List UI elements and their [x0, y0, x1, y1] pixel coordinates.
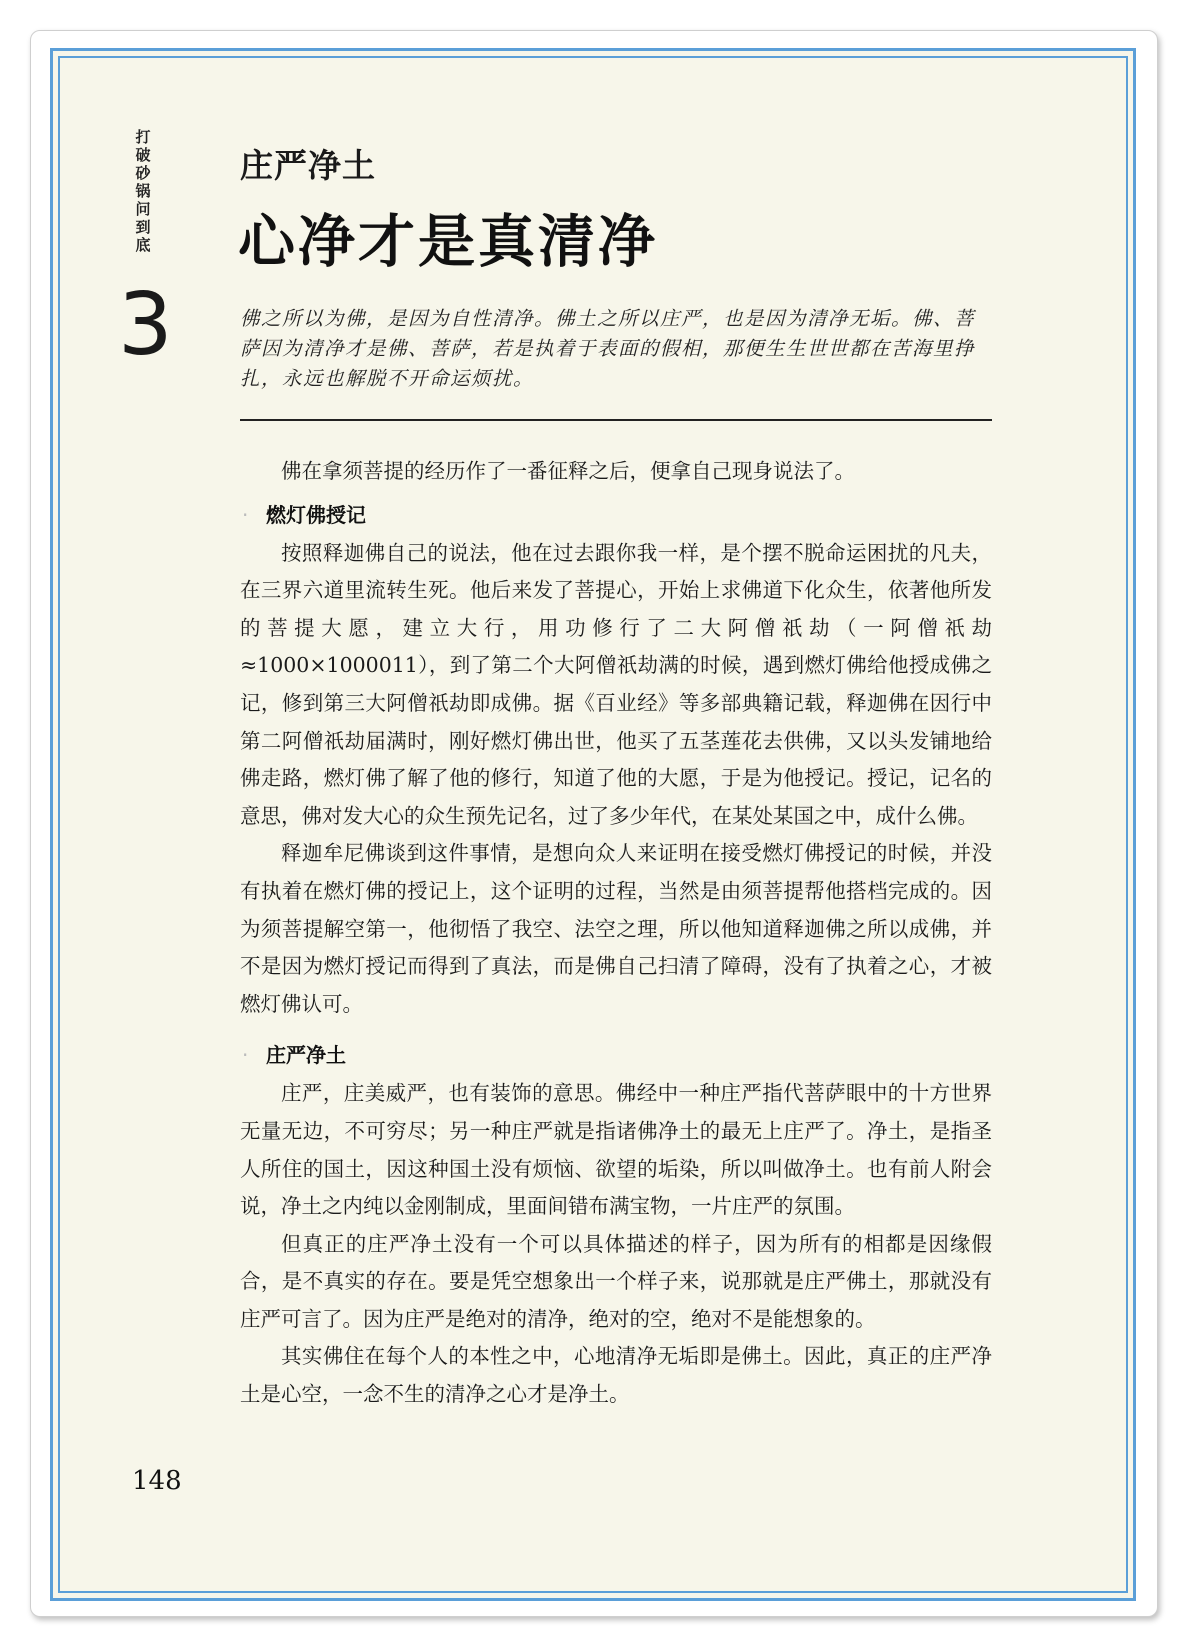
page-number: 148 — [132, 1466, 182, 1496]
section-kicker: 庄严净土 — [240, 146, 376, 185]
divider-rule — [240, 419, 992, 421]
intro-summary: 佛之所以为佛，是因为自性清净。佛土之所以庄严，也是因为清净无垢。佛、菩萨因为清净才是佛、菩萨，若是执着于表面的假相，那便生生世世都在苦海里挣扎，永远也解脱不开命运烦扰。 — [240, 307, 976, 390]
bullet-mark-icon: · — [242, 1043, 249, 1068]
bullet-mark-icon: · — [242, 502, 249, 527]
chapter-number: 3 — [118, 275, 173, 375]
body-paragraph: 释迦牟尼佛谈到这件事情，是想向众人来证明在接受燃灯佛授记的时候，并没有执着在燃灯佛的授记上，这个证明的过程，当然是由须菩提帮他搭档完成的。因为须菩提解空第一，他彻悟了我空、法空之理，所以他知道释迦佛之所以成佛，并不是因为燃灯授记而得到了真法，而是佛自己扫清了障碍，没有了执着之心，才被燃灯佛认可。 — [240, 841, 992, 1016]
page-title: 心净才是真清净 — [238, 209, 658, 275]
subheading-zhuangyan — [240, 1037, 992, 1073]
running-side-title: 打破砂锅问到底 — [135, 128, 151, 254]
subheading-text: 燃灯佛授记 — [266, 502, 366, 527]
lead-paragraph: 佛在拿须菩提的经历作了一番征释之后，便拿自己现身说法了。 — [281, 459, 855, 483]
body-paragraph: 其实佛住在每个人的本性之中，心地清净无垢即是佛土。因此，真正的庄严净土是心空，一念不生的清净之心才是净土。 — [240, 1344, 992, 1407]
body-paragraph: 但真正的庄严净土没有一个可以具体描述的样子，因为所有的相都是因缘假合，是不真实的存在。要是凭空想象出一个样子来，说那就是庄严佛土，那就没有庄严可言了。因为庄严是绝对的清净，绝对的空，绝对不是能想象的。 — [240, 1231, 992, 1331]
subheading-ranteng — [240, 497, 992, 533]
body-paragraph: 按照释迦佛自己的说法，他在过去跟你我一样，是个摆不脱命运困扰的凡夫，在三界六道里流转生死。他后来发了菩提心，开始上求佛道下化众生，依著他所发的菩提大愿，建立大行，用功修行了二大阿僧祇劫（一阿僧祇劫≈1000×1000011），到了第二个大阿僧祇劫满的时候，遇到燃灯佛给他授成佛之记，修到第三大阿僧祇劫即成佛。据《百业经》等多部典籍记载，释迦佛在因行中第二阿僧祇劫届满时，刚好燃灯佛出世，他买了五茎莲花去供佛，又以头发铺地给佛走路，燃灯佛了解了他的修行，知道了他的大愿，于是为他授记。授记，记名的意思，佛对发大心的众生预先记名，过了多少年代，在某处某国之中，成什么佛。 — [240, 540, 992, 828]
article-body — [240, 453, 992, 1414]
body-paragraph: 庄严，庄美威严，也有装饰的意思。佛经中一种庄严指代菩萨眼中的十方世界无量无边，不可穷尽；另一种庄严就是指诸佛净土的最无上庄严了。净土，是指圣人所住的国土，因这种国土没有烦恼、欲望的垢染，所以叫做净土。也有前人附会说，净土之内纯以金刚制成，里面间错布满宝物，一片庄严的氛围。 — [240, 1081, 992, 1219]
subheading-text: 庄严净土 — [266, 1043, 346, 1068]
